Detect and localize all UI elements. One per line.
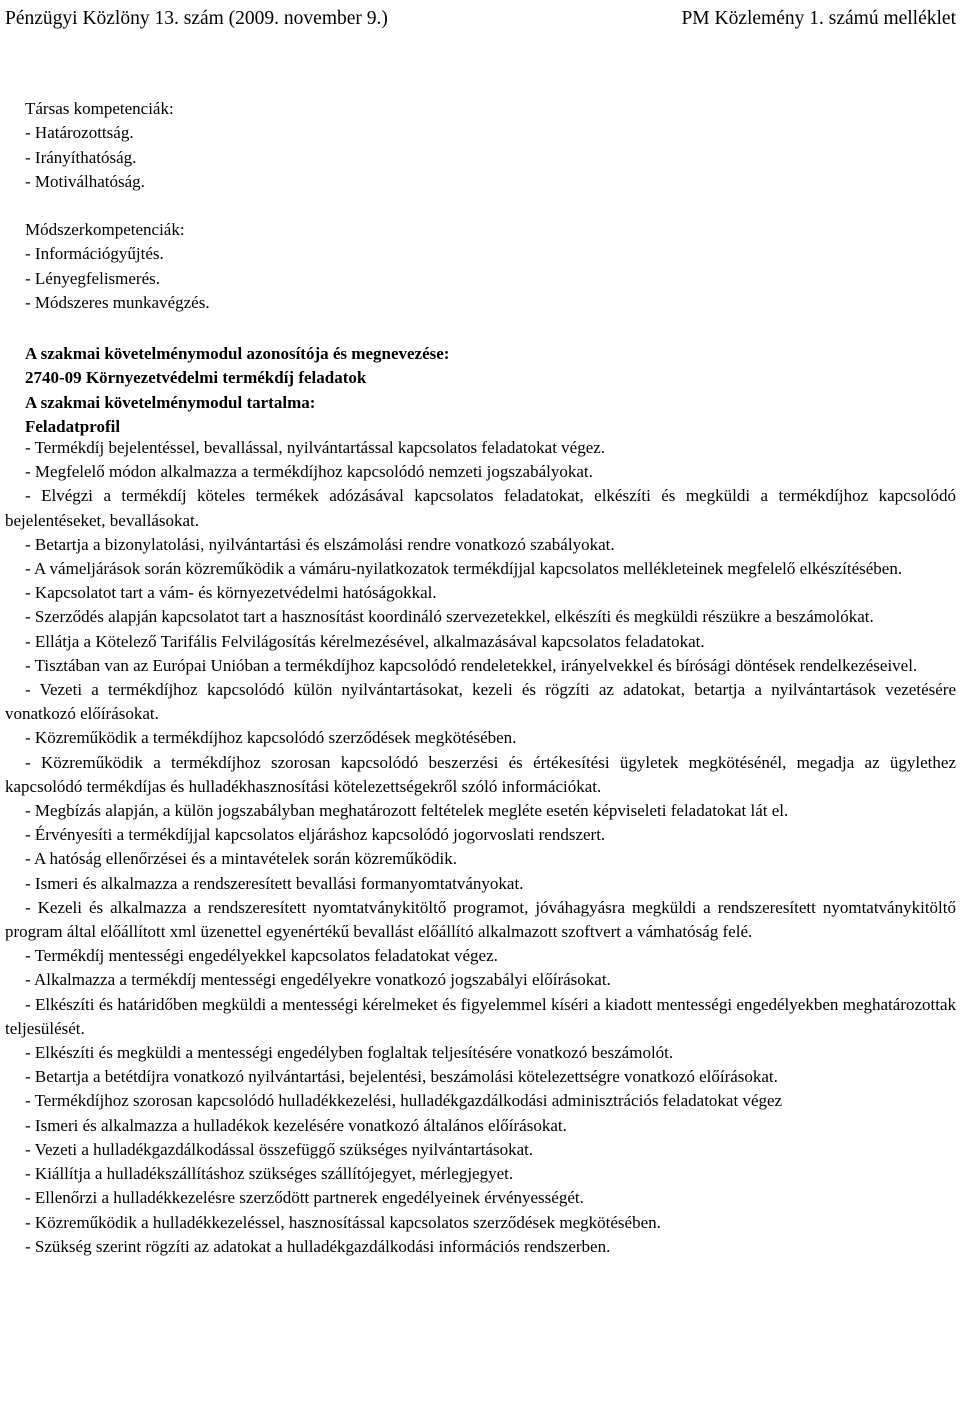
method-competencies-title: Módszerkompetenciák:	[25, 220, 185, 239]
task-item: - Betartja a bizonylatolási, nyilvántartási és elszámolási rendre vonatkozó szabályokat.	[25, 534, 615, 554]
task-item: - Tisztában van az Európai Unióban a termékdíjhoz kapcsolódó rendeletekkel, irányelvekkel és bírósági döntések rendelkezéseivel.	[25, 655, 918, 675]
task-item: - Közreműködik a termékdíjhoz szorosan kapcsolódó beszerzési és értékesítési ügyletek megkötésénél, megadja az ügylethez kapcsolódó termékdíjas és hulladékhasznosítási kötelezettségekről szóló információkat.	[5, 752, 956, 796]
task-item: - Alkalmazza a termékdíj mentességi engedélyekre vonatkozó jogszabályi előírásokat.	[25, 970, 611, 990]
social-competencies	[5, 97, 956, 194]
module-headings	[5, 342, 956, 439]
list-item: - Információgyűjtés.	[25, 244, 164, 264]
task-item: - Szerződés alapján kapcsolatot tart a hasznosítást koordináló szervezetekkel, elkészíti és megküldi részükre a beszámolókat.	[25, 607, 874, 627]
list-item: - Motiválhatóság.	[25, 171, 145, 191]
task-item: - Ellátja a Kötelező Tarifális Felvilágosítás kérelmezésével, alkalmazásával kapcsolatos feladatokat.	[25, 631, 705, 651]
module-content-heading: A szakmai követelménymodul tartalma:	[25, 392, 316, 412]
task-item: - Elvégzi a termékdíj köteles termékek adózásával kapcsolatos feladatokat, elkészíti és megküldi a termékdíjhoz kapcsolódó bejelentéseket, bevallásokat.	[5, 486, 956, 530]
task-item: - Vezeti a termékdíjhoz kapcsolódó külön nyilvántartásokat, kezeli és rögzíti az adatokat, betartja a nyilvántartások vezetésére vonatkozó előírásokat.	[5, 680, 956, 724]
task-item: - Vezeti a hulladékgazdálkodással összefüggő szükséges nyilvántartásokat.	[25, 1139, 534, 1159]
task-item: - Ellenőrzi a hulladékkezelésre szerződött partnerek engedélyeinek érvényességét.	[25, 1188, 584, 1208]
task-profile-list	[5, 436, 956, 1259]
task-item: - Érvényesíti a termékdíjjal kapcsolatos eljáráshoz kapcsolódó jogorvoslati rendszert.	[25, 825, 606, 845]
list-item: - Irányíthatóság.	[25, 147, 137, 167]
task-item: - Elkészíti és megküldi a mentességi engedélyben foglaltak teljesítésére vonatkozó beszámolót.	[25, 1043, 674, 1063]
social-competencies-title: Társas kompetenciák:	[25, 99, 174, 118]
task-item: - Kiállítja a hulladékszállításhoz szükséges szállítójegyet, mérlegjegyet.	[25, 1164, 514, 1184]
list-item: - Lényegfelismerés.	[25, 268, 160, 288]
task-item: - Termékdíj mentességi engedélyekkel kapcsolatos feladatokat végez.	[25, 946, 498, 966]
task-item: - Közreműködik a hulladékkezeléssel, hasznosítással kapcsolatos szerződések megkötésében.	[25, 1212, 661, 1232]
header-publication: Pénzügyi Közlöny 13. szám (2009. november 9.)	[5, 8, 388, 29]
task-item: - Megfelelő módon alkalmazza a termékdíjhoz kapcsolódó nemzeti jogszabályokat.	[25, 462, 593, 482]
task-item: - Megbízás alapján, a külön jogszabályban meghatározott feltételek megléte esetén képviseleti feladatokat lát el.	[25, 801, 789, 821]
list-item: - Módszeres munkavégzés.	[25, 292, 210, 312]
method-competencies	[5, 218, 956, 315]
task-profile-heading: Feladatprofil	[25, 416, 121, 436]
task-item: - Szükség szerint rögzíti az adatokat a hulladékgazdálkodási információs rendszerben.	[25, 1236, 611, 1256]
page-header	[5, 4, 956, 34]
module-name: 2740-09 Környezetvédelmi termékdíj feladatok	[25, 368, 367, 388]
module-id-heading: A szakmai követelménymodul azonosítója és megnevezése:	[25, 344, 450, 363]
task-item: - A hatóság ellenőrzései és a mintavételek során közreműködik.	[25, 849, 457, 869]
header-annex: PM Közlemény 1. számú melléklet	[681, 8, 956, 29]
task-item: - Termékdíj bejelentéssel, bevallással, nyilvántartással kapcsolatos feladatokat végez.	[25, 438, 606, 457]
task-item: - Betartja a betétdíjra vonatkozó nyilvántartási, bejelentési, beszámolási kötelezettségre vonatkozó előírásokat.	[25, 1067, 778, 1087]
list-item: - Határozottság.	[25, 123, 134, 143]
task-item: - Kapcsolatot tart a vám- és környezetvédelmi hatóságokkal.	[25, 583, 437, 603]
task-item: - Ismeri és alkalmazza a rendszeresített bevallási formanyomtatványokat.	[25, 873, 524, 893]
task-item: - Kezeli és alkalmazza a rendszeresített nyomtatványkitöltő programot, jóváhagyásra megküldi a rendszeresített nyomtatványkitöltő program által előállított xml üzenettel egyenértékű bevallást előállító alkalmazott szoftvert a vámhatóság felé.	[5, 897, 956, 942]
task-item: - Elkészíti és határidőben megküldi a mentességi kérelmeket és figyelemmel kíséri a kiadott mentességi engedélyekben meghatározottak teljesülését.	[5, 994, 956, 1038]
task-item: - Ismeri és alkalmazza a hulladékok kezelésére vonatkozó általános előírásokat.	[25, 1115, 567, 1135]
task-item: - A vámeljárások során közreműködik a vámáru-nyilatkozatok termékdíjjal kapcsolatos mellékleteinek megfelelő elkészítésében.	[25, 559, 903, 579]
task-item: - Közreműködik a termékdíjhoz kapcsolódó szerződések megkötésében.	[25, 728, 517, 748]
task-item: - Termékdíjhoz szorosan kapcsolódó hulladékkezelési, hulladékgazdálkodási adminisztrációs feladatokat végez	[25, 1091, 783, 1111]
